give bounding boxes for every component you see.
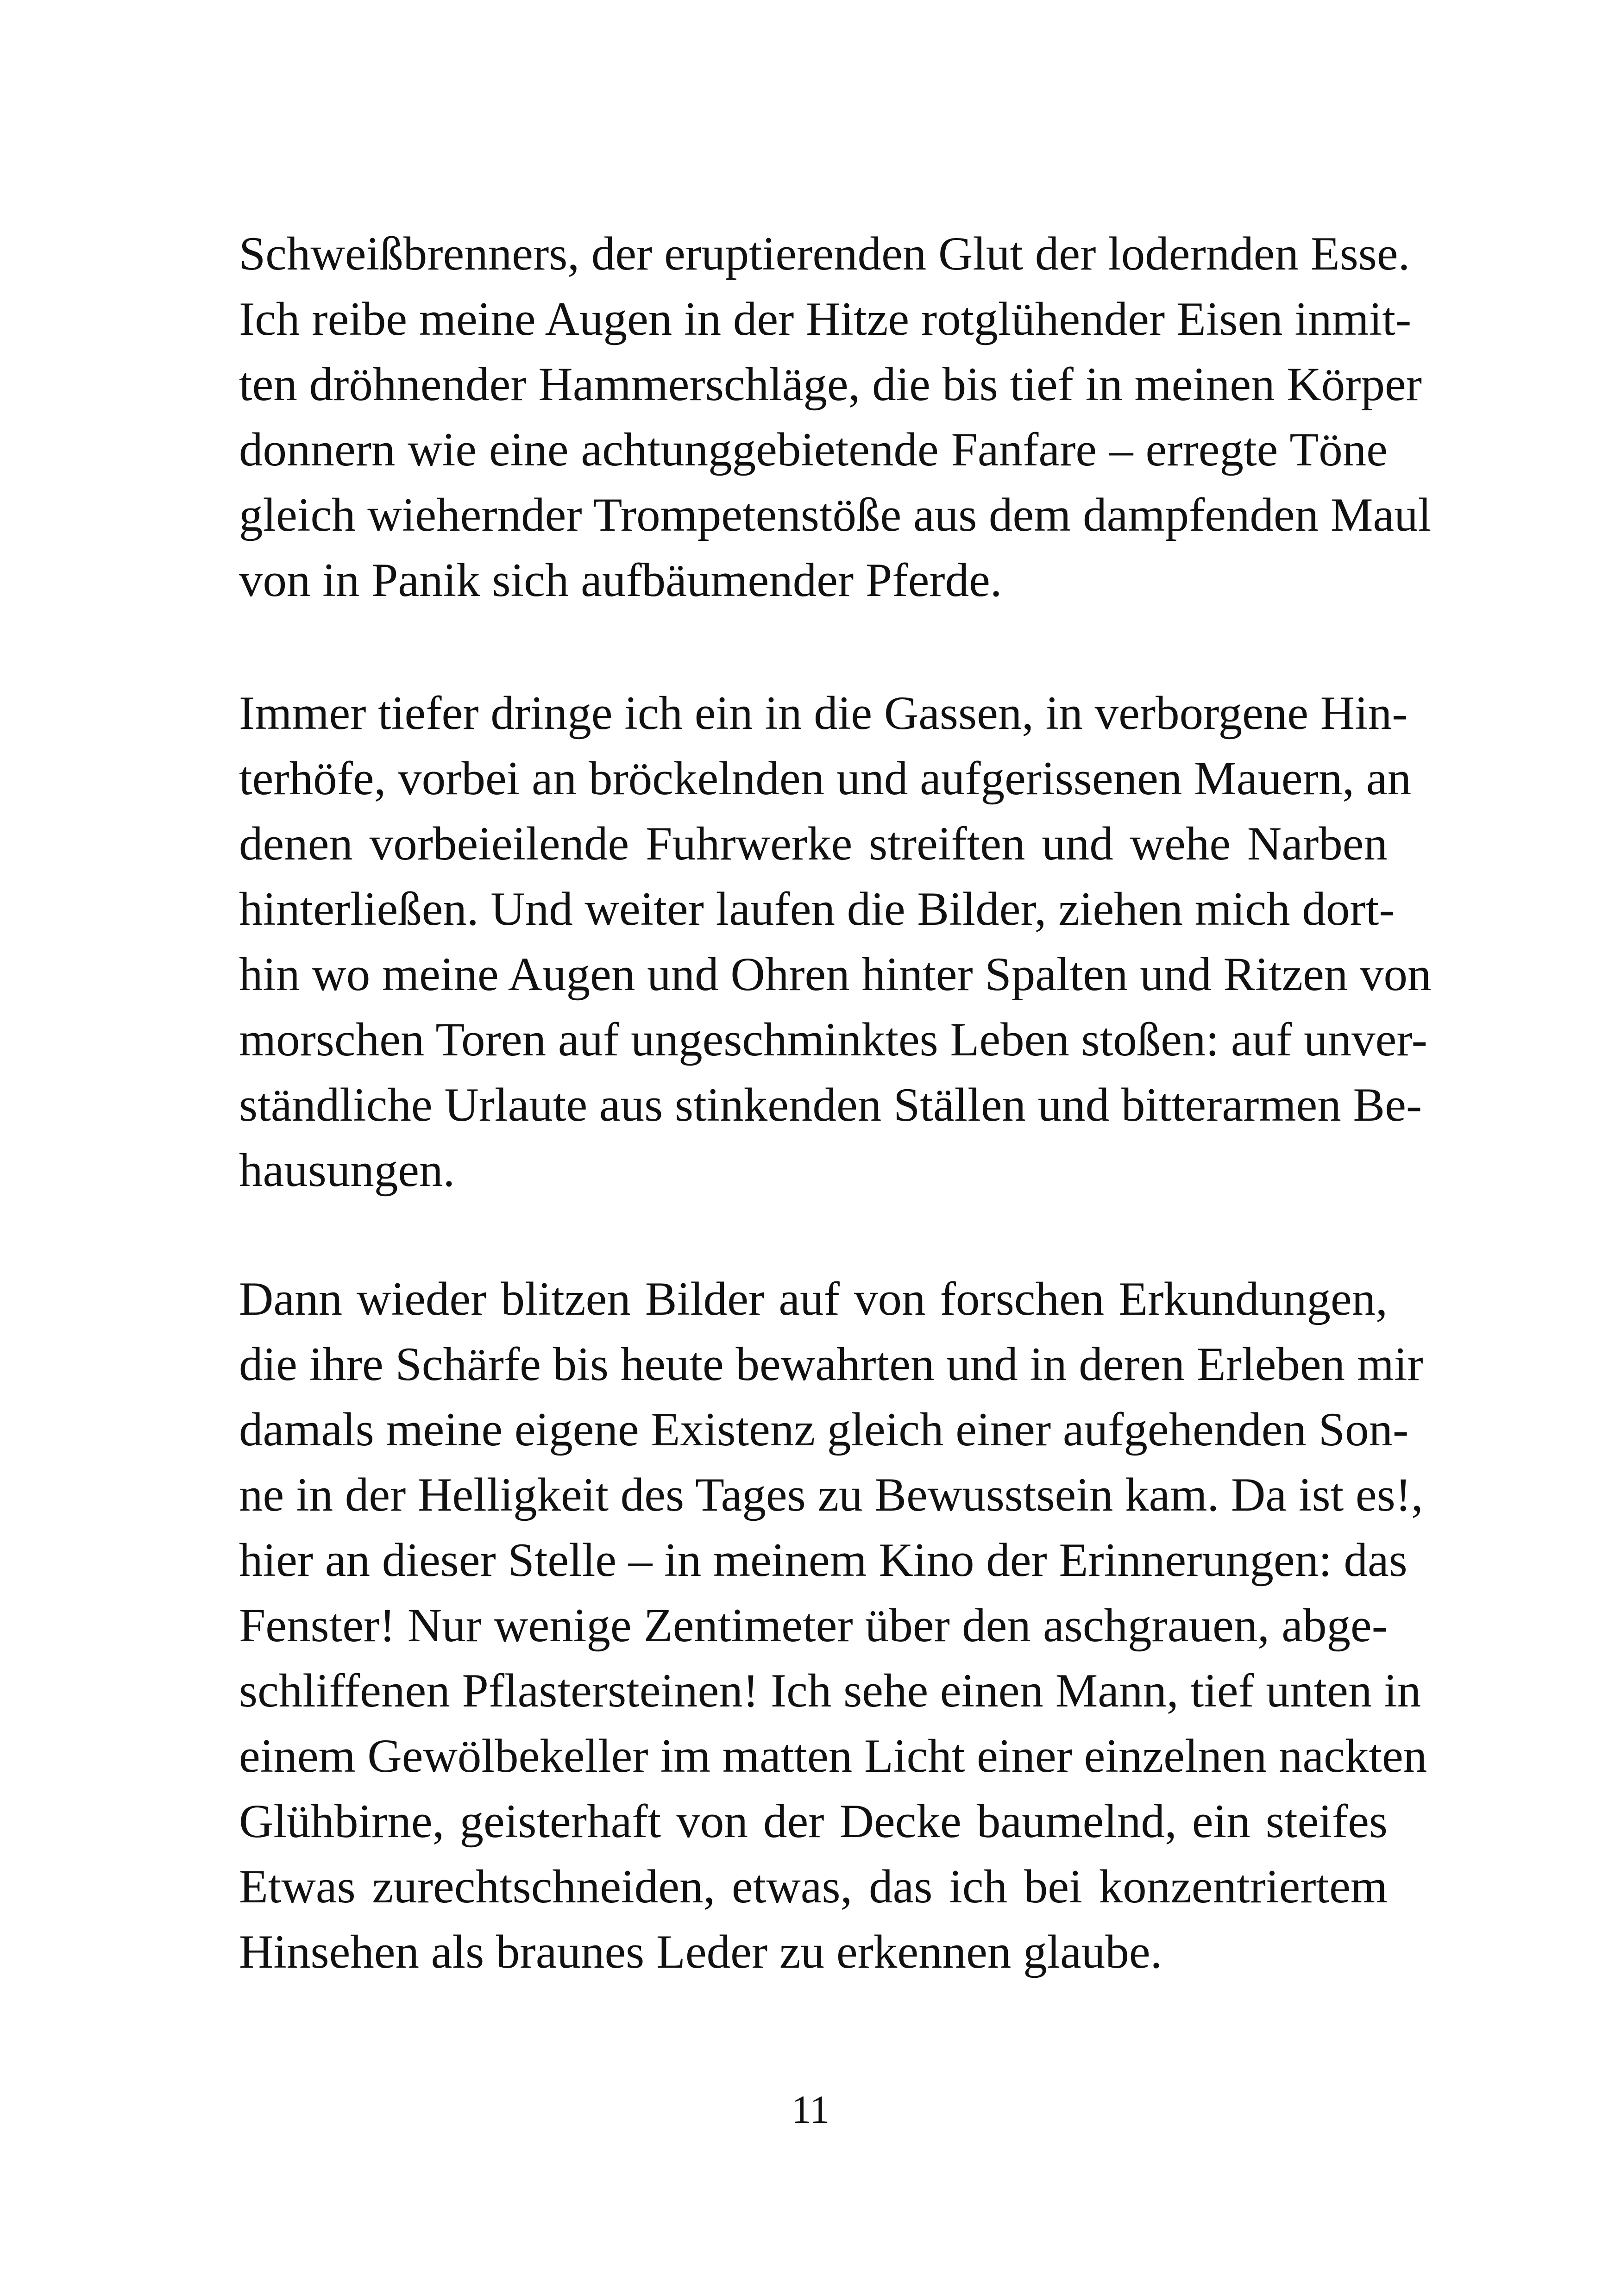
paragraph-3: [239, 1267, 1427, 1985]
text-line: Dann wieder blitzen Bilder auf von forschen Erkundungen,: [239, 1273, 1388, 1325]
text-line: Glühbirne, geisterhaft von der Decke baumelnd, ein steifes: [239, 1795, 1388, 1848]
text-line: Fenster! Nur wenige Zentimeter über den aschgrauen, abge-: [239, 1599, 1388, 1652]
text-line: morschen Toren auf ungeschminktes Leben stoßen: auf unver-: [239, 1013, 1427, 1066]
text-line: ten dröhnender Hammerschläge, die bis tief in meinen Körper: [239, 358, 1422, 411]
text-line: schliffenen Pflastersteinen! Ich sehe einen Mann, tief unten in: [239, 1664, 1421, 1717]
text-line: ne in der Helligkeit des Tages zu Bewusstsein kam. Da ist es!,: [239, 1468, 1423, 1521]
text-line: Schweißbrenners, der eruptierenden Glut der lodernden Esse.: [239, 227, 1410, 280]
text-line: hier an dieser Stelle – in meinem Kino der Erinnerungen: das: [239, 1534, 1407, 1587]
page-number: 11: [791, 2087, 830, 2132]
text-line: hausungen.: [239, 1144, 455, 1197]
text-line: einem Gewölbekeller im matten Licht einer einzelnen nackten: [239, 1730, 1427, 1782]
text-line: hinterließen. Und weiter laufen die Bilder, ziehen mich dort-: [239, 883, 1395, 935]
text-line: gleich wiehernder Trompetenstöße aus dem dampfenden Maul: [239, 489, 1432, 541]
text-line: Ich reibe meine Augen in der Hitze rotglühender Eisen inmit-: [239, 293, 1412, 345]
text-line: terhöfe, vorbei an bröckelnden und aufgerissenen Mauern, an: [239, 752, 1412, 805]
text-line: Hinsehen als braunes Leder zu erkennen glaube.: [239, 1926, 1162, 1978]
text-line: donnern wie eine achtunggebietende Fanfare – erregte Töne: [239, 423, 1388, 476]
text-line: von in Panik sich aufbäumender Pferde.: [239, 554, 1002, 607]
paragraph-2: [239, 681, 1432, 1203]
text-line: damals meine eigene Existenz gleich einer aufgehenden Son-: [239, 1403, 1409, 1456]
text-line: hin wo meine Augen und Ohren hinter Spalten und Ritzen von: [239, 948, 1432, 1001]
text-line: Immer tiefer dringe ich ein in die Gassen, in verborgene Hin-: [239, 687, 1408, 740]
text-line: Etwas zurechtschneiden, etwas, das ich bei konzentriertem: [239, 1860, 1388, 1913]
text-line: die ihre Schärfe bis heute bewahrten und in deren Erleben mir: [239, 1338, 1423, 1391]
paragraph-1: [239, 221, 1432, 613]
text-line: ständliche Urlaute aus stinkenden Ställen und bitterarmen Be-: [239, 1079, 1422, 1131]
text-line: denen vorbeieilende Fuhrwerke streiften und wehe Narben: [239, 817, 1388, 870]
